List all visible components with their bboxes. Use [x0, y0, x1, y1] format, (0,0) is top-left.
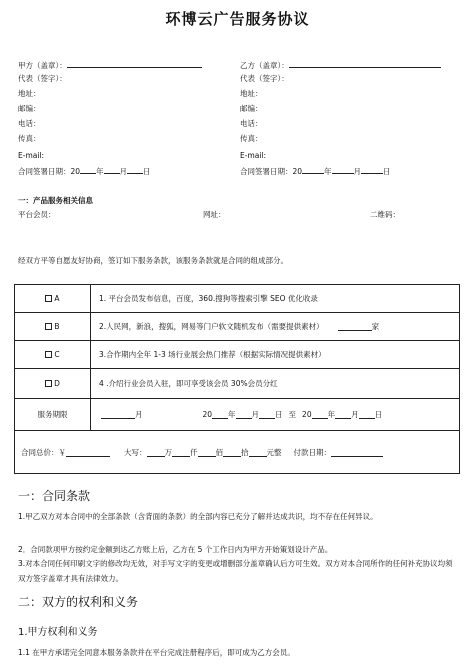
yuan-label: 元整	[266, 447, 282, 457]
pay-date-label: 付款日期：	[293, 447, 331, 457]
period-month-2: 月	[251, 410, 260, 419]
period-year-2: 年	[327, 410, 336, 419]
period-year-1: 年	[228, 410, 236, 419]
party-b-name-label: 乙方（盖章）：	[240, 61, 289, 70]
option-b-desc-cell	[91, 313, 459, 340]
pay-date-blank[interactable]	[331, 448, 383, 457]
total-price-row	[15, 431, 459, 473]
party-b-phone-label: 电话：	[240, 119, 263, 128]
total-price-label: 合同总价：￥	[21, 447, 66, 457]
option-c-desc: 3.合作期内全年 1-3 场行业展会热门推荐（根据实际情况提供素材）	[99, 350, 326, 359]
party-b-year-label: 年	[324, 167, 332, 176]
section2-heading: 二：双方的权利和义务	[18, 595, 139, 609]
party-b-email-label: E-mail:	[240, 151, 267, 160]
period-blank-1[interactable]	[101, 410, 135, 419]
section1-paragraph-1: 1.甲乙双方对本合同中的全部条款（含背面的条款）的全部内容已充分了解并达成共识，均不存在任何异议。	[18, 512, 378, 521]
party-a-year-blank[interactable]	[80, 165, 96, 174]
party-b-year-blank[interactable]	[302, 165, 324, 174]
shi-blank[interactable]	[223, 448, 241, 457]
option-d-desc: 4 .介绍行业会员入驻，即可享受该会员 30%会员分红	[99, 379, 278, 388]
option-c-label: C	[54, 350, 60, 359]
bai-label: 佰	[215, 447, 223, 457]
platform-label: 平台会员：	[18, 210, 56, 219]
party-b-day-label: 日	[383, 167, 391, 176]
party-a-name-label: 甲方（盖章）：	[18, 61, 67, 70]
party-a-month-label: 月	[119, 167, 128, 176]
period-month-1: 月	[135, 410, 143, 419]
party-a-phone-label: 电话：	[18, 119, 41, 128]
option-b-cell[interactable]	[15, 313, 91, 340]
party-a-rep-label: 代表（签字）：	[18, 74, 67, 83]
party-b-date-label: 合同签署日期：20	[240, 167, 303, 176]
party-a-name-row	[18, 59, 202, 71]
option-b-label: B	[54, 322, 60, 331]
option-d-cell[interactable]	[15, 369, 91, 398]
qian-blank[interactable]	[172, 448, 190, 457]
period-year-prefix-2: 20	[302, 410, 312, 419]
party-b-postcode-label: 邮编：	[240, 104, 263, 113]
checkbox-icon[interactable]	[45, 380, 52, 387]
option-row-c	[15, 341, 459, 369]
period-blank-3[interactable]	[236, 410, 252, 419]
party-b-name-blank[interactable]	[289, 59, 441, 68]
period-day-2: 日	[374, 410, 383, 419]
period-blank-7[interactable]	[359, 410, 375, 419]
period-day-1: 日	[275, 410, 283, 419]
option-a-label: A	[54, 294, 60, 303]
option-b-desc: 2.人民网，新浪，搜狐，网易等门户软文随机发布（需要提供素材）	[99, 322, 324, 331]
option-d-label: D	[54, 379, 60, 388]
service-options-table	[14, 284, 460, 474]
period-blank-6[interactable]	[335, 410, 351, 419]
product-section-heading: 一：产品服务相关信息	[18, 196, 93, 205]
party-b-month-label: 月	[353, 167, 362, 176]
shi-label: 拾	[241, 447, 249, 457]
period-year-prefix-1: 20	[202, 410, 213, 419]
intro-text: 经双方平等自愿友好协商，签订如下服务条款，该服务条款就是合同的组成部分。	[18, 256, 288, 265]
service-period-label: 服务期限	[15, 399, 91, 430]
party-a-postcode-label: 邮编：	[18, 104, 41, 113]
period-blank-2[interactable]	[212, 410, 228, 419]
party-a-day-blank[interactable]	[127, 165, 143, 174]
party-a-day-label: 日	[143, 167, 151, 176]
party-a-email-label: E-mail:	[18, 151, 45, 160]
option-row-a	[15, 285, 459, 313]
option-b-count-blank[interactable]	[338, 322, 372, 331]
section2-paragraph-1: 1.1 在甲方承诺完全同意本服务条款并在平台完成注册程序后，即可成为乙方会员。	[18, 648, 295, 657]
party-b-month-blank[interactable]	[332, 165, 354, 174]
party-b-address-label: 地址：	[240, 89, 263, 98]
service-period-fields	[91, 399, 459, 430]
checkbox-icon[interactable]	[45, 351, 52, 358]
party-a-name-blank[interactable]	[67, 59, 202, 68]
party-b-name-row	[240, 59, 441, 71]
wan-blank[interactable]	[147, 448, 165, 457]
yuan-blank[interactable]	[249, 448, 267, 457]
service-period-row	[15, 399, 459, 431]
party-b-fax-label: 传真：	[240, 134, 263, 143]
period-to: 至	[288, 410, 297, 419]
website-label: 网址：	[203, 210, 226, 219]
party-b-day-blank[interactable]	[361, 165, 383, 174]
section1-paragraph-3: 3.对本合同任何印刷文字的修改均无效，对手写文字的变更或增删部分盖章确认后方可生效。双方对本合同所作的任何补充协议均须双方签字盖章才具有法律效力。	[18, 559, 453, 583]
period-blank-4[interactable]	[259, 410, 275, 419]
total-price-fields	[15, 431, 459, 473]
qian-label: 仟	[190, 447, 198, 457]
option-c-cell[interactable]	[15, 341, 91, 368]
qrcode-label: 二维码：	[370, 210, 400, 219]
party-a-date-row	[18, 165, 151, 177]
period-month-3: 月	[351, 410, 359, 419]
wan-label: 万	[164, 447, 172, 457]
option-a-desc: 1. 平台会员发布信息，百度，360.搜狗等搜索引擎 SEO 优化收录	[99, 294, 318, 303]
section2-subheading: 1.甲方权利和义务	[18, 627, 98, 638]
page-title: 环博云广告服务协议	[165, 10, 310, 28]
option-b-suffix: 家	[371, 322, 380, 331]
section1-heading: 一：合同条款	[18, 489, 91, 503]
party-a-year-label: 年	[96, 167, 104, 176]
option-a-cell[interactable]	[15, 285, 91, 312]
period-blank-5[interactable]	[312, 410, 328, 419]
total-amount-blank[interactable]	[66, 448, 110, 457]
section1-paragraph-2: 2．合同款项甲方按约定金额到达乙方账上后，乙方在 5 个工作日内为甲方开始策划设计产品。	[18, 545, 333, 554]
party-a-address-label: 地址：	[18, 89, 41, 98]
bai-blank[interactable]	[198, 448, 216, 457]
total-capital-label: 大写：	[124, 447, 147, 457]
option-row-d	[15, 369, 459, 399]
party-b-date-row	[240, 165, 391, 177]
party-b-rep-label: 代表（签字）：	[240, 74, 289, 83]
party-a-date-label: 合同签署日期：20	[18, 167, 81, 176]
party-a-month-blank[interactable]	[104, 165, 120, 174]
checkbox-icon[interactable]	[45, 323, 52, 330]
option-row-b	[15, 313, 459, 341]
checkbox-icon[interactable]	[45, 295, 52, 302]
party-a-fax-label: 传真：	[18, 134, 41, 143]
